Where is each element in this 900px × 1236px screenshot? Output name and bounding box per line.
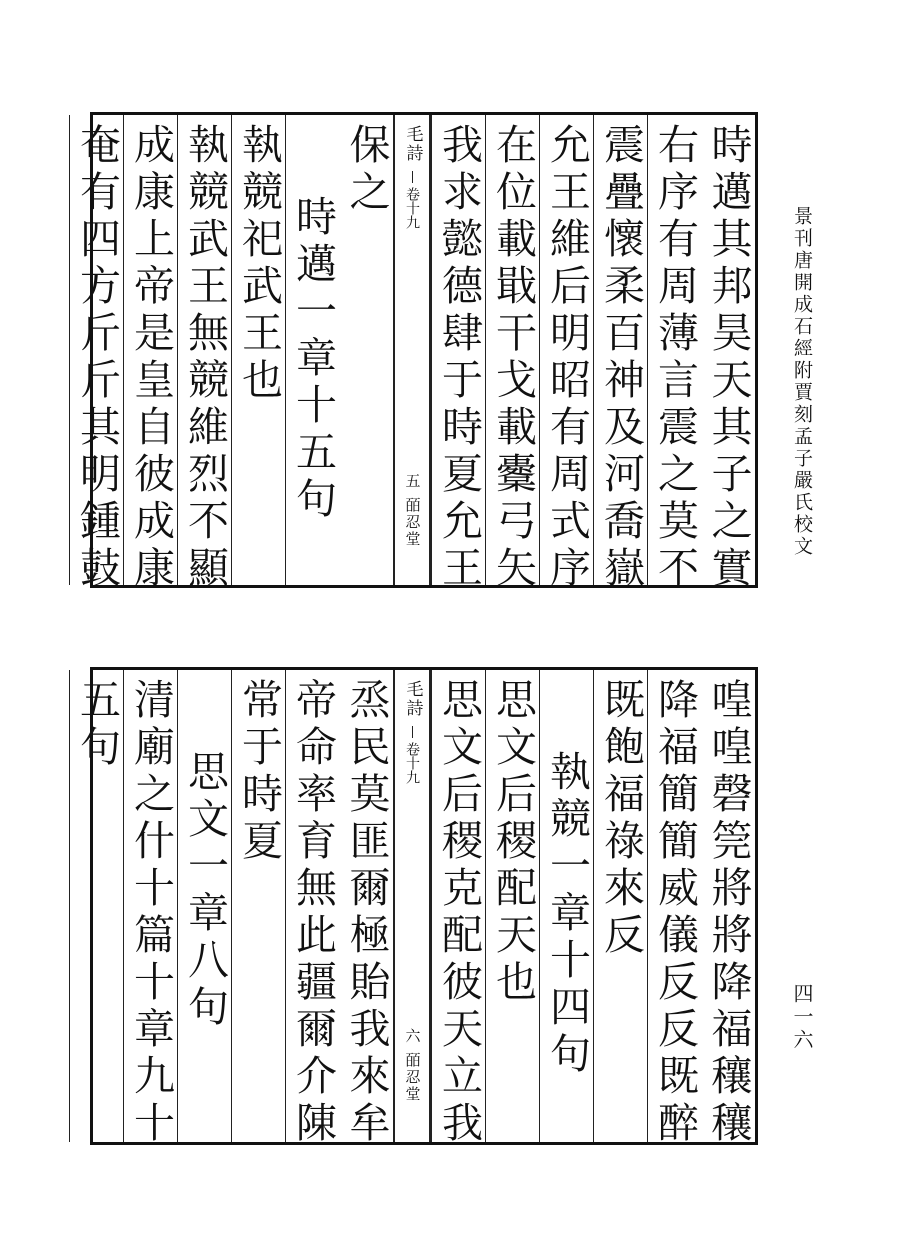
column-text: 時邁一章十五句 (289, 195, 337, 524)
page-number: 四一六 (790, 983, 814, 1052)
column-text: 時邁其邦昊天其子之實 (704, 123, 753, 593)
top-text-panel (73, 112, 758, 593)
text-column (485, 115, 539, 593)
column-text: 執競武王無競維烈不顯 (181, 123, 229, 593)
column-text: 執競祀武王也 (235, 123, 283, 405)
column-text: 在位載戢干戈載櫜弓矢 (489, 123, 537, 593)
text-column (647, 115, 701, 593)
column-text: 清廟之什十篇十章九十 (127, 678, 175, 1148)
center-fold-strip (393, 670, 431, 1142)
column-text: 既飽福祿來反 (597, 678, 645, 960)
text-column (285, 670, 339, 1148)
column-text: 思文一章八句 (181, 750, 229, 1032)
text-column (339, 670, 393, 1148)
text-column (539, 115, 593, 593)
column-text: 思文后稷克配彼天立我 (435, 678, 483, 1148)
fold-title: 毛詩 (402, 680, 423, 718)
fold-studio-name: 皕忍堂 (403, 497, 422, 548)
text-column (701, 670, 755, 1148)
text-column (593, 670, 647, 1142)
column-text: 五句 (73, 678, 121, 772)
text-column (123, 670, 177, 1148)
column-text: 右序有周薄言震之莫不 (651, 123, 699, 593)
fold-title: 毛詩 (402, 125, 423, 163)
text-column (485, 670, 539, 1142)
book-side-title: 景刊唐開成石經附賈刻孟子嚴氏校文 (791, 206, 813, 558)
column-text: 降福簡簡威儀反反既醉 (651, 678, 699, 1148)
fold-volume: 卷十九 (404, 742, 420, 784)
text-column (593, 115, 647, 593)
column-text: 烝民莫匪爾極貽我來牟 (342, 678, 391, 1148)
fold-leaf-number: 六 (403, 1028, 422, 1043)
text-column (231, 670, 285, 1142)
column-text: 思文后稷配天也 (489, 678, 537, 1007)
fold-studio-name: 皕忍堂 (403, 1052, 422, 1103)
column-text: 常于時夏 (235, 678, 283, 866)
text-column (539, 670, 593, 1142)
text-column (231, 115, 285, 585)
text-column (69, 670, 123, 1142)
text-column (177, 670, 231, 1142)
column-text: 我求懿德肆于時夏允王 (435, 123, 483, 593)
text-column (701, 115, 755, 593)
text-column (339, 115, 393, 585)
text-column (431, 115, 485, 593)
text-column (285, 115, 339, 585)
column-text: 成康上帝是皇自彼成康 (127, 123, 175, 593)
column-text: 執競一章十四句 (543, 750, 591, 1079)
center-fold-strip (393, 115, 431, 585)
text-column (431, 670, 485, 1148)
column-text: 帝命率育無此疆爾介陳 (289, 678, 337, 1148)
column-text: 震疊懷柔百神及河喬嶽 (597, 123, 645, 593)
text-column (177, 115, 231, 593)
text-column (647, 670, 701, 1148)
text-column (123, 115, 177, 593)
fold-leaf-number: 五 (403, 473, 422, 488)
column-text: 奄有四方斤斤其明鍾鼓 (73, 123, 121, 593)
text-column (69, 115, 123, 593)
fold-volume: 卷十九 (404, 187, 420, 229)
column-text: 保之 (342, 123, 391, 217)
column-text: 喤喤磬筦將將降福穰穰 (704, 678, 753, 1148)
column-text: 允王維后明昭有周式序 (543, 123, 591, 593)
bottom-text-panel (73, 667, 758, 1148)
